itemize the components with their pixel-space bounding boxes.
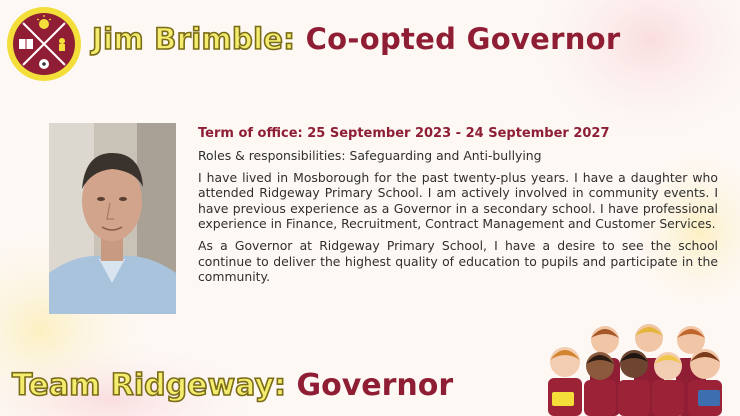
footer-title (12, 368, 453, 403)
children-illustration-icon (548, 318, 740, 416)
roles-responsibilities: Roles & responsibilities: Safeguarding and Anti-bullying (198, 148, 542, 163)
school-logo-icon (6, 6, 82, 82)
governor-name: Jim Brimble: (92, 22, 296, 56)
page-title (92, 22, 620, 56)
governor-role: Co-opted Governor (305, 22, 621, 56)
governor-statement: As a Governor at Ridgeway Primary School, I have a desire to see the school continue to deliver the highest quality of education to pupils and participate in the community. (198, 237, 718, 285)
profile-details (198, 126, 718, 291)
term-of-office: Term of office: 25 September 2023 - 24 September 2027 (198, 126, 610, 141)
biography: I have lived in Mosborough for the past twenty-plus years. I have a daughter who attended Ridgeway Primary School. I am actively involved in community events. I have previous experience as a Governor in a secondary school. I have professional experience in Finance, Recruitment, Contract Management and Customer Services. (198, 169, 718, 232)
team-label: Team Ridgeway: (12, 368, 287, 403)
governor-photo-icon (49, 123, 176, 314)
footer-role: Governor (296, 368, 454, 403)
